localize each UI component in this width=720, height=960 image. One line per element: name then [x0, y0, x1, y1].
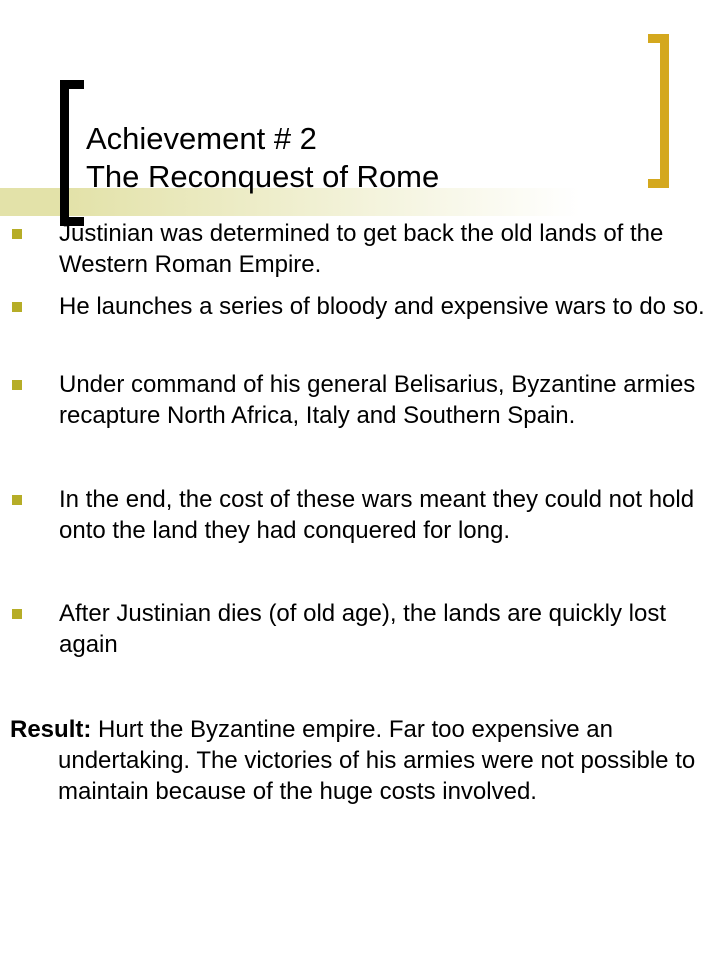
bullet-text: After Justinian dies (of old age), the lands are quickly lost again [59, 600, 666, 658]
right-bracket-decoration [648, 34, 669, 188]
square-bullet-icon [12, 495, 22, 505]
square-bullet-icon [12, 229, 22, 239]
result-paragraph [10, 714, 716, 807]
square-bullet-icon [12, 609, 22, 619]
slide-title [86, 120, 439, 196]
result-text: Hurt the Byzantine empire. Far too expensive an undertaking. The victories of his armies were not possible to maintain because of the huge costs involved. [58, 716, 696, 805]
left-bracket-decoration [60, 80, 84, 226]
bullet-text: In the end, the cost of these wars meant they could not hold onto the land they had conquered for long. [59, 486, 695, 544]
bullet-text: Under command of his general Belisarius, Byzantine armies recapture North Africa, Italy and Southern Spain. [59, 371, 696, 429]
square-bullet-icon [12, 302, 22, 312]
title-line-1: Achievement # 2 [86, 121, 317, 156]
result-label: Result: [10, 716, 92, 743]
square-bullet-icon [12, 380, 22, 390]
title-line-2: The Reconquest of Rome [86, 159, 440, 194]
bullet-text: He launches a series of bloody and expensive wars to do so. [59, 293, 705, 320]
bullet-text: Justinian was determined to get back the old lands of the Western Roman Empire. [59, 220, 664, 278]
